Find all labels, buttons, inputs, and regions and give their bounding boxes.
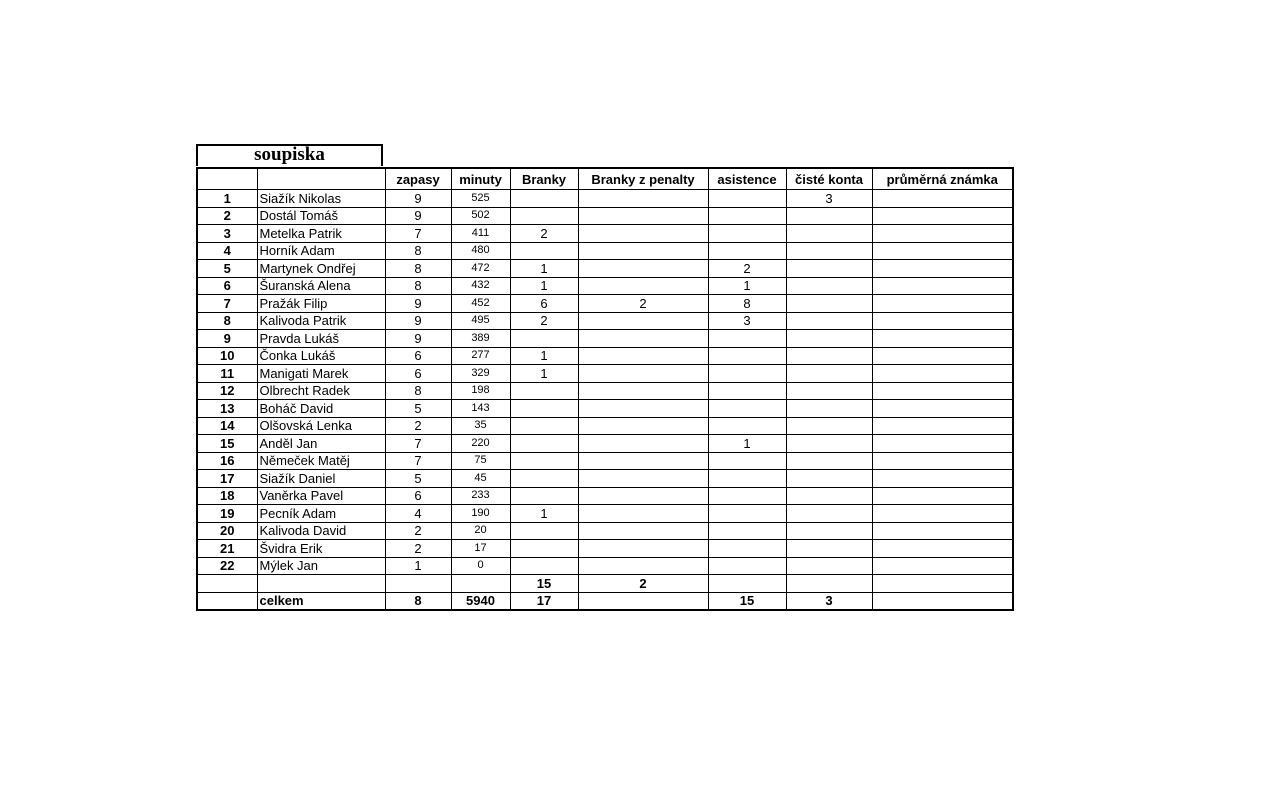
cell-zapasy: 4 (385, 505, 451, 523)
cell-branky (510, 242, 578, 260)
cell-znamka (872, 522, 1013, 540)
cell-name: Vaněrka Pavel (257, 487, 385, 505)
cell-minuty: 411 (451, 225, 510, 243)
cell-minuty: 495 (451, 312, 510, 330)
subtotal-row (197, 575, 1013, 593)
header-minuty: minuty (451, 168, 510, 190)
cell-asistence (708, 470, 786, 488)
cell-penalty (578, 225, 708, 243)
cell-konta (786, 277, 872, 295)
table-row (197, 295, 1013, 313)
cell-minuty: 277 (451, 347, 510, 365)
cell-penalty: 2 (578, 295, 708, 313)
cell-zapasy: 5 (385, 400, 451, 418)
cell-num: 1 (197, 190, 257, 208)
cell-branky (510, 557, 578, 575)
table-row (197, 242, 1013, 260)
cell-num: 4 (197, 242, 257, 260)
cell-branky (510, 190, 578, 208)
cell-znamka (872, 347, 1013, 365)
table-row (197, 400, 1013, 418)
table-row (197, 277, 1013, 295)
cell-name (257, 575, 385, 593)
cell-name: Martynek Ondřej (257, 260, 385, 278)
cell-asistence: 2 (708, 260, 786, 278)
cell-num: 5 (197, 260, 257, 278)
table-row (197, 452, 1013, 470)
table-row (197, 312, 1013, 330)
cell-penalty (578, 400, 708, 418)
cell-asistence (708, 540, 786, 558)
cell-znamka (872, 312, 1013, 330)
cell-zapasy: 5 (385, 470, 451, 488)
cell-branky: 1 (510, 347, 578, 365)
table-row (197, 347, 1013, 365)
cell-asistence: 15 (708, 592, 786, 610)
cell-penalty (578, 557, 708, 575)
cell-asistence (708, 382, 786, 400)
cell-name: Mýlek Jan (257, 557, 385, 575)
cell-penalty (578, 470, 708, 488)
cell-konta (786, 452, 872, 470)
cell-zapasy: 9 (385, 312, 451, 330)
cell-name: Dostál Tomáš (257, 207, 385, 225)
table-row (197, 470, 1013, 488)
cell-znamka (872, 277, 1013, 295)
cell-znamka (872, 452, 1013, 470)
cell-branky (510, 417, 578, 435)
cell-minuty: 17 (451, 540, 510, 558)
cell-branky: 15 (510, 575, 578, 593)
cell-branky (510, 207, 578, 225)
cell-num: 14 (197, 417, 257, 435)
cell-name: Pravda Lukáš (257, 330, 385, 348)
cell-num (197, 592, 257, 610)
cell-branky (510, 435, 578, 453)
cell-minuty (451, 575, 510, 593)
cell-branky (510, 522, 578, 540)
cell-name: Kalivoda Patrik (257, 312, 385, 330)
cell-znamka (872, 540, 1013, 558)
cell-konta (786, 470, 872, 488)
cell-asistence (708, 505, 786, 523)
cell-branky (510, 487, 578, 505)
cell-num: 21 (197, 540, 257, 558)
cell-name: Čonka Lukáš (257, 347, 385, 365)
cell-asistence (708, 207, 786, 225)
total-row (197, 592, 1013, 610)
cell-zapasy: 7 (385, 452, 451, 470)
cell-znamka (872, 190, 1013, 208)
cell-asistence: 3 (708, 312, 786, 330)
cell-num: 6 (197, 277, 257, 295)
cell-zapasy: 6 (385, 487, 451, 505)
cell-konta (786, 540, 872, 558)
cell-minuty: 480 (451, 242, 510, 260)
cell-num: 2 (197, 207, 257, 225)
cell-branky: 2 (510, 225, 578, 243)
table-row (197, 435, 1013, 453)
cell-minuty: 233 (451, 487, 510, 505)
cell-znamka (872, 575, 1013, 593)
cell-konta (786, 207, 872, 225)
header-penalty: Branky z penalty (578, 168, 708, 190)
cell-asistence: 8 (708, 295, 786, 313)
cell-penalty (578, 260, 708, 278)
cell-branky (510, 470, 578, 488)
cell-konta (786, 382, 872, 400)
cell-minuty: 0 (451, 557, 510, 575)
header-num (197, 168, 257, 190)
cell-konta (786, 330, 872, 348)
cell-num: 13 (197, 400, 257, 418)
cell-zapasy: 6 (385, 347, 451, 365)
cell-asistence (708, 557, 786, 575)
cell-name: Manigati Marek (257, 365, 385, 383)
cell-zapasy (385, 575, 451, 593)
cell-branky: 1 (510, 505, 578, 523)
cell-asistence (708, 225, 786, 243)
cell-branky: 2 (510, 312, 578, 330)
cell-minuty: 329 (451, 365, 510, 383)
cell-name: Boháč David (257, 400, 385, 418)
cell-penalty (578, 592, 708, 610)
cell-branky (510, 400, 578, 418)
cell-penalty (578, 365, 708, 383)
cell-penalty (578, 435, 708, 453)
table-row (197, 225, 1013, 243)
cell-name: Anděl Jan (257, 435, 385, 453)
cell-name: Siažík Nikolas (257, 190, 385, 208)
cell-konta: 3 (786, 592, 872, 610)
cell-konta (786, 522, 872, 540)
table-row (197, 382, 1013, 400)
cell-asistence (708, 242, 786, 260)
cell-num: 9 (197, 330, 257, 348)
cell-minuty: 452 (451, 295, 510, 313)
cell-minuty: 75 (451, 452, 510, 470)
cell-num: 10 (197, 347, 257, 365)
cell-znamka (872, 435, 1013, 453)
table-row (197, 207, 1013, 225)
cell-znamka (872, 295, 1013, 313)
cell-konta (786, 417, 872, 435)
cell-zapasy: 8 (385, 592, 451, 610)
cell-minuty: 35 (451, 417, 510, 435)
cell-konta (786, 260, 872, 278)
cell-penalty (578, 452, 708, 470)
header-name (257, 168, 385, 190)
cell-penalty (578, 312, 708, 330)
cell-znamka (872, 592, 1013, 610)
roster-table (196, 167, 1014, 611)
cell-name: celkem (257, 592, 385, 610)
header-znamka: průměrná známka (872, 168, 1013, 190)
cell-zapasy: 7 (385, 225, 451, 243)
header-row (197, 168, 1013, 190)
cell-znamka (872, 417, 1013, 435)
cell-num: 3 (197, 225, 257, 243)
cell-penalty (578, 330, 708, 348)
cell-minuty: 220 (451, 435, 510, 453)
cell-num: 12 (197, 382, 257, 400)
cell-branky: 1 (510, 277, 578, 295)
cell-name: Pražák Filip (257, 295, 385, 313)
cell-minuty: 432 (451, 277, 510, 295)
cell-branky: 1 (510, 260, 578, 278)
cell-zapasy: 7 (385, 435, 451, 453)
cell-znamka (872, 557, 1013, 575)
cell-name: Olbrecht Radek (257, 382, 385, 400)
cell-penalty (578, 382, 708, 400)
cell-penalty (578, 242, 708, 260)
table-row (197, 505, 1013, 523)
cell-branky (510, 540, 578, 558)
cell-konta (786, 487, 872, 505)
cell-num: 15 (197, 435, 257, 453)
table-row (197, 522, 1013, 540)
cell-name: Kalivoda David (257, 522, 385, 540)
cell-minuty: 20 (451, 522, 510, 540)
cell-branky: 1 (510, 365, 578, 383)
cell-asistence (708, 330, 786, 348)
cell-name: Švidra Erik (257, 540, 385, 558)
table-row (197, 260, 1013, 278)
cell-zapasy: 8 (385, 260, 451, 278)
cell-asistence (708, 575, 786, 593)
cell-name: Horník Adam (257, 242, 385, 260)
cell-penalty (578, 417, 708, 435)
sheet-title: soupiska (196, 144, 383, 166)
cell-znamka (872, 260, 1013, 278)
cell-asistence (708, 365, 786, 383)
cell-zapasy: 8 (385, 277, 451, 295)
table-row (197, 557, 1013, 575)
cell-penalty (578, 522, 708, 540)
cell-konta (786, 575, 872, 593)
cell-konta (786, 400, 872, 418)
cell-num: 19 (197, 505, 257, 523)
cell-penalty (578, 277, 708, 295)
cell-znamka (872, 330, 1013, 348)
cell-konta (786, 557, 872, 575)
cell-minuty: 389 (451, 330, 510, 348)
cell-zapasy: 1 (385, 557, 451, 575)
cell-num: 7 (197, 295, 257, 313)
cell-penalty (578, 540, 708, 558)
cell-znamka (872, 487, 1013, 505)
cell-asistence: 1 (708, 435, 786, 453)
cell-num: 22 (197, 557, 257, 575)
cell-minuty: 143 (451, 400, 510, 418)
cell-name: Němeček Matěj (257, 452, 385, 470)
cell-konta (786, 505, 872, 523)
cell-zapasy: 8 (385, 242, 451, 260)
cell-zapasy: 9 (385, 207, 451, 225)
cell-zapasy: 6 (385, 365, 451, 383)
cell-name: Pecník Adam (257, 505, 385, 523)
cell-znamka (872, 505, 1013, 523)
cell-konta (786, 225, 872, 243)
cell-branky (510, 330, 578, 348)
table-row (197, 540, 1013, 558)
cell-znamka (872, 365, 1013, 383)
cell-branky: 6 (510, 295, 578, 313)
header-zapasy: zapasy (385, 168, 451, 190)
cell-konta (786, 347, 872, 365)
cell-asistence (708, 347, 786, 365)
header-branky: Branky (510, 168, 578, 190)
table-row (197, 190, 1013, 208)
cell-num (197, 575, 257, 593)
cell-asistence (708, 417, 786, 435)
cell-num: 18 (197, 487, 257, 505)
cell-asistence (708, 522, 786, 540)
cell-konta (786, 365, 872, 383)
cell-asistence (708, 452, 786, 470)
cell-znamka (872, 207, 1013, 225)
cell-name: Šuranská Alena (257, 277, 385, 295)
cell-name: Olšovská Lenka (257, 417, 385, 435)
header-konta: čisté konta (786, 168, 872, 190)
cell-num: 17 (197, 470, 257, 488)
cell-penalty (578, 347, 708, 365)
table-row (197, 365, 1013, 383)
cell-minuty: 45 (451, 470, 510, 488)
table-row (197, 487, 1013, 505)
cell-minuty: 198 (451, 382, 510, 400)
cell-penalty (578, 207, 708, 225)
cell-zapasy: 9 (385, 190, 451, 208)
cell-minuty: 502 (451, 207, 510, 225)
cell-asistence: 1 (708, 277, 786, 295)
cell-num: 16 (197, 452, 257, 470)
cell-minuty: 5940 (451, 592, 510, 610)
cell-asistence (708, 487, 786, 505)
cell-zapasy: 2 (385, 417, 451, 435)
cell-asistence (708, 190, 786, 208)
cell-branky: 17 (510, 592, 578, 610)
cell-konta (786, 435, 872, 453)
cell-zapasy: 2 (385, 540, 451, 558)
table-row (197, 330, 1013, 348)
table-row (197, 417, 1013, 435)
cell-penalty (578, 505, 708, 523)
cell-zapasy: 2 (385, 522, 451, 540)
cell-penalty (578, 487, 708, 505)
cell-asistence (708, 400, 786, 418)
cell-znamka (872, 242, 1013, 260)
cell-num: 11 (197, 365, 257, 383)
cell-penalty (578, 190, 708, 208)
cell-konta (786, 295, 872, 313)
cell-znamka (872, 400, 1013, 418)
cell-konta (786, 312, 872, 330)
cell-num: 8 (197, 312, 257, 330)
cell-name: Siažík Daniel (257, 470, 385, 488)
cell-konta (786, 242, 872, 260)
cell-minuty: 525 (451, 190, 510, 208)
cell-minuty: 472 (451, 260, 510, 278)
cell-znamka (872, 382, 1013, 400)
cell-penalty: 2 (578, 575, 708, 593)
cell-branky (510, 382, 578, 400)
cell-zapasy: 9 (385, 295, 451, 313)
cell-num: 20 (197, 522, 257, 540)
cell-znamka (872, 225, 1013, 243)
cell-minuty: 190 (451, 505, 510, 523)
cell-name: Metelka Patrik (257, 225, 385, 243)
cell-konta: 3 (786, 190, 872, 208)
cell-zapasy: 9 (385, 330, 451, 348)
cell-zapasy: 8 (385, 382, 451, 400)
cell-znamka (872, 470, 1013, 488)
header-asistence: asistence (708, 168, 786, 190)
cell-branky (510, 452, 578, 470)
